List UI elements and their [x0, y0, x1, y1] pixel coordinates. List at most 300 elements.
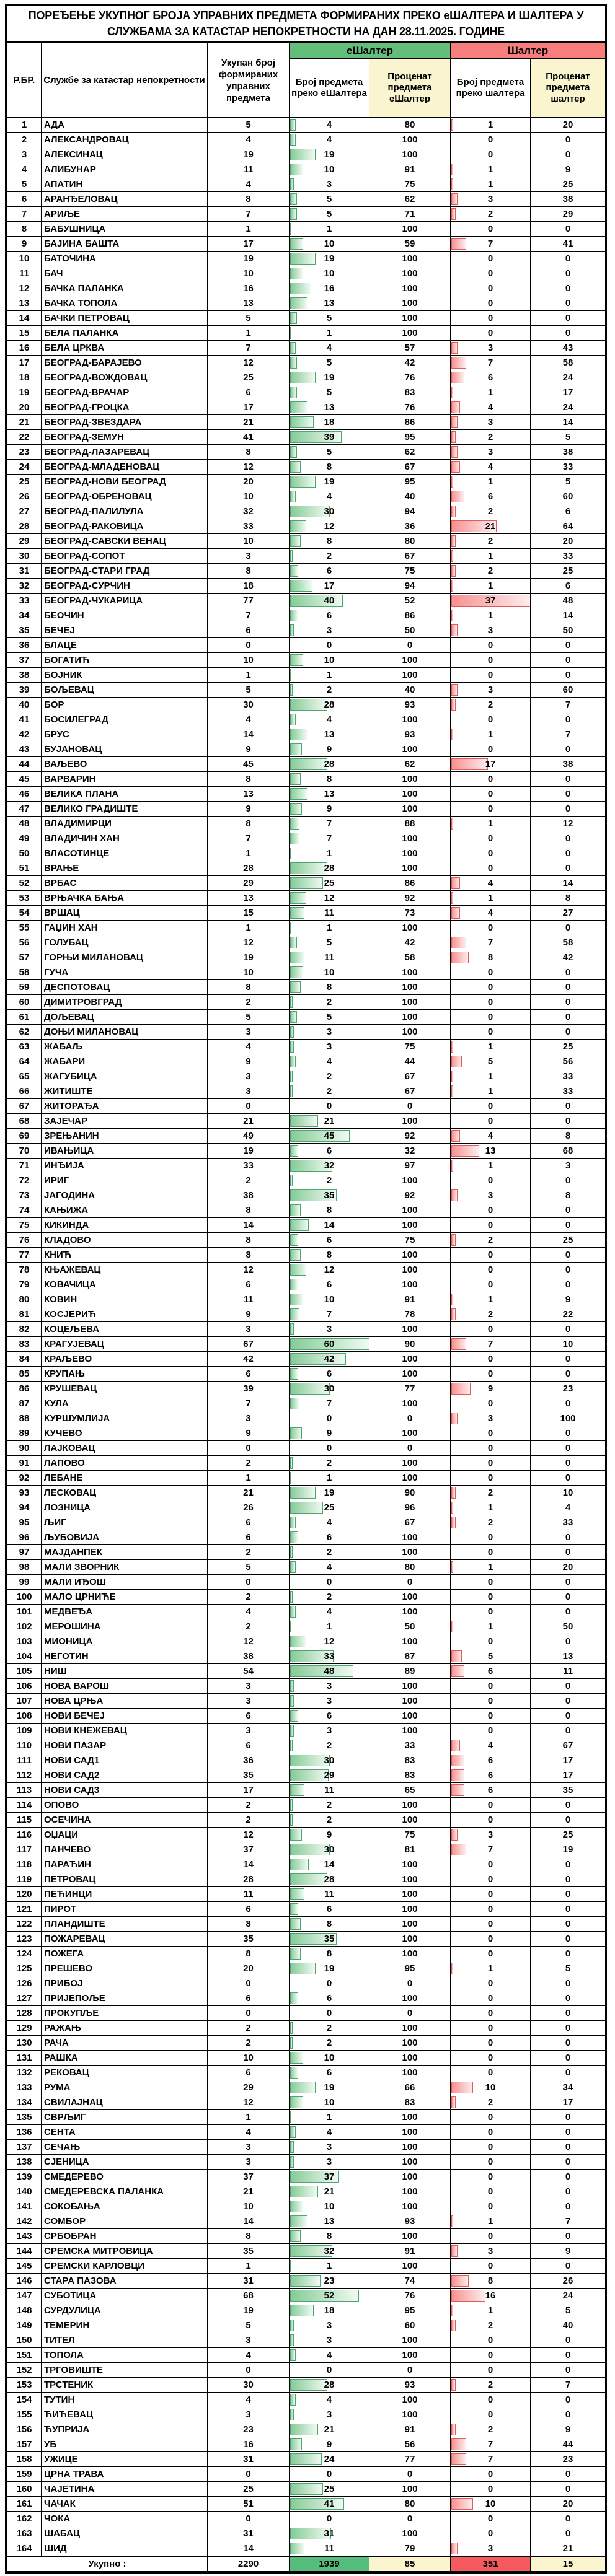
row-number: 21: [7, 415, 42, 430]
service-name: ЦРНА ТРАВА: [42, 2467, 208, 2482]
row-number: 143: [7, 2229, 42, 2244]
table-row: [7, 727, 606, 742]
service-name: НОВИ САД3: [42, 1783, 208, 1798]
shalter-percent: 17: [531, 1768, 606, 1783]
shalter-count-cell: 1: [451, 817, 531, 831]
eshalter-percent: 100: [369, 296, 451, 311]
eshalter-count-cell: 1: [290, 222, 369, 237]
total-cases: 13: [208, 787, 290, 802]
shalter-percent: 14: [531, 415, 606, 430]
total-cases: 8: [208, 772, 290, 787]
table-row: [7, 787, 606, 802]
row-number: 127: [7, 1991, 42, 2006]
table-row: [7, 564, 606, 579]
table-row: [7, 1367, 606, 1382]
eshalter-count-cell: 16: [290, 281, 369, 296]
eshalter-percent: 100: [369, 802, 451, 817]
shalter-databar: [451, 164, 453, 175]
table-row: [7, 2437, 606, 2452]
shalter-count-cell: 1: [451, 579, 531, 594]
service-name: БЕОГРАД-ВОЖДОВАЦ: [42, 370, 208, 385]
shalter-count-cell: 0: [451, 2199, 531, 2214]
total-cases: 19: [208, 147, 290, 162]
table-row: [7, 2184, 606, 2199]
total-cases: 41: [208, 430, 290, 445]
service-name: КОВАЧИЦА: [42, 1277, 208, 1292]
shalter-percent: 20: [531, 118, 606, 133]
service-name: МЕРОШИНА: [42, 1619, 208, 1634]
shalter-count-cell: 4: [451, 1129, 531, 1144]
eshalter-percent: 0: [369, 638, 451, 653]
total-cases: 19: [208, 950, 290, 965]
total-cases: 0: [208, 2467, 290, 2482]
eshalter-percent: 73: [369, 906, 451, 921]
eshalter-count-cell: 5: [290, 935, 369, 950]
shalter-databar: [451, 729, 453, 740]
service-name: ЧОКА: [42, 2512, 208, 2526]
shalter-percent: 0: [531, 965, 606, 980]
shalter-percent: 27: [531, 906, 606, 921]
eshalter-percent: 100: [369, 1991, 451, 2006]
eshalter-percent: 100: [369, 1426, 451, 1441]
total-cases: 8: [208, 1203, 290, 1218]
service-name: НЕГОТИН: [42, 1649, 208, 1664]
shalter-count-cell: 0: [451, 1991, 531, 2006]
eshalter-count-cell: 31: [290, 2526, 369, 2541]
shalter-percent: 0: [531, 668, 606, 683]
shalter-count-cell: 5: [451, 1649, 531, 1664]
eshalter-databar: [290, 2052, 303, 2064]
total-cases: 51: [208, 2497, 290, 2512]
row-number: 3: [7, 147, 42, 162]
shalter-percent: 58: [531, 356, 606, 370]
eshalter-percent: 100: [369, 252, 451, 266]
totals-eshalter-count: 1939: [290, 2556, 369, 2572]
shalter-count-cell: 1: [451, 549, 531, 564]
table-row: [7, 579, 606, 594]
eshalter-databar: [290, 2037, 293, 2049]
eshalter-percent: 100: [369, 787, 451, 802]
service-name: КРАЉЕВО: [42, 1352, 208, 1367]
table-header: [7, 43, 606, 118]
row-number: 76: [7, 1233, 42, 1248]
shalter-count-cell: 0: [451, 712, 531, 727]
eshalter-databar: [290, 1799, 293, 1811]
table-row: [7, 162, 606, 177]
shalter-databar: [451, 1413, 458, 1424]
shalter-count-cell: 2: [451, 564, 531, 579]
shalter-count-cell: 0: [451, 2125, 531, 2140]
service-name: ПАНЧЕВО: [42, 1842, 208, 1857]
eshalter-percent: 95: [369, 475, 451, 489]
table-row: [7, 1649, 606, 1664]
row-number: 46: [7, 787, 42, 802]
service-name: БЕОГРАД-ОБРЕНОВАЦ: [42, 489, 208, 504]
eshalter-percent: 90: [369, 1486, 451, 1500]
shalter-databar: [451, 1650, 462, 1662]
shalter-count-cell: 0: [451, 2407, 531, 2422]
eshalter-count-cell: 9: [290, 742, 369, 757]
shalter-count-cell: 0: [451, 1010, 531, 1025]
eshalter-percent: 100: [369, 2184, 451, 2199]
shalter-count-cell: 0: [451, 2229, 531, 2244]
shalter-count-cell: 1: [451, 162, 531, 177]
shalter-count-cell: 0: [451, 1590, 531, 1605]
shalter-count-cell: 17: [451, 757, 531, 772]
row-number: 101: [7, 1605, 42, 1619]
shalter-count-cell: 2: [451, 2095, 531, 2110]
eshalter-databar: [290, 1323, 294, 1335]
eshalter-count-cell: 10: [290, 1292, 369, 1307]
shalter-count-cell: 0: [451, 1605, 531, 1619]
eshalter-percent: 0: [369, 1976, 451, 1991]
eshalter-databar: [290, 2096, 303, 2108]
shalter-count-cell: 6: [451, 1664, 531, 1679]
eshalter-count-cell: 2: [290, 1069, 369, 1084]
eshalter-databar: [290, 342, 296, 354]
row-number: 100: [7, 1590, 42, 1605]
shalter-databar: [451, 892, 453, 904]
eshalter-databar: [290, 268, 303, 279]
eshalter-percent: 100: [369, 1471, 451, 1486]
row-number: 116: [7, 1828, 42, 1842]
shalter-percent: 0: [531, 1575, 606, 1590]
eshalter-count-cell: 6: [290, 1367, 369, 1382]
eshalter-count-cell: 3: [290, 1679, 369, 1694]
header-total-cases: Укупан број формираних управних предмета: [208, 43, 290, 118]
shalter-percent: 0: [531, 2125, 606, 2140]
table-row: [7, 2318, 606, 2333]
shalter-percent: 0: [531, 742, 606, 757]
shalter-percent: 0: [531, 1263, 606, 1277]
shalter-databar: [451, 372, 464, 383]
shalter-count-cell: 0: [451, 638, 531, 653]
shalter-count-cell: 0: [451, 252, 531, 266]
eshalter-percent: 100: [369, 1173, 451, 1188]
eshalter-count-cell: 29: [290, 1768, 369, 1783]
row-number: 96: [7, 1530, 42, 1545]
shalter-percent: 0: [531, 2259, 606, 2274]
total-cases: 3: [208, 1694, 290, 1709]
shalter-count-cell: 0: [451, 787, 531, 802]
shalter-count-cell: 0: [451, 2066, 531, 2080]
row-number: 108: [7, 1709, 42, 1724]
eshalter-percent: 100: [369, 861, 451, 876]
shalter-percent: 24: [531, 2289, 606, 2303]
eshalter-percent: 66: [369, 2080, 451, 2095]
table-row: [7, 1932, 606, 1947]
eshalter-databar: [290, 223, 291, 235]
shalter-percent: 0: [531, 861, 606, 876]
total-cases: 30: [208, 2378, 290, 2393]
shalter-databar: [451, 506, 456, 517]
eshalter-percent: 52: [369, 594, 451, 608]
total-cases: 20: [208, 1961, 290, 1976]
eshalter-count-cell: 21: [290, 2422, 369, 2437]
shalter-percent: 58: [531, 935, 606, 950]
shalter-percent: 0: [531, 1471, 606, 1486]
table-row: [7, 2021, 606, 2036]
eshalter-count-cell: 3: [290, 2155, 369, 2170]
shalter-count-cell: 3: [451, 1188, 531, 1203]
eshalter-percent: 100: [369, 1605, 451, 1619]
eshalter-count-cell: 25: [290, 876, 369, 891]
shalter-databar: [451, 1740, 460, 1751]
row-number: 123: [7, 1932, 42, 1947]
eshalter-count-cell: 28: [290, 1872, 369, 1887]
eshalter-count-cell: 42: [290, 1352, 369, 1367]
total-cases: 6: [208, 2066, 290, 2080]
service-name: АЛИБУНАР: [42, 162, 208, 177]
eshalter-databar: [290, 2201, 303, 2212]
eshalter-percent: 100: [369, 742, 451, 757]
shalter-databar: [451, 1502, 453, 1514]
eshalter-percent: 100: [369, 1813, 451, 1828]
shalter-databar: [451, 624, 458, 636]
shalter-percent: 8: [531, 891, 606, 906]
eshalter-percent: 0: [369, 2467, 451, 2482]
shalter-count-cell: 0: [451, 1917, 531, 1932]
row-number: 40: [7, 698, 42, 712]
shalter-count-cell: 2: [451, 1486, 531, 1500]
total-cases: 4: [208, 712, 290, 727]
service-name: БЕОГРАД-МЛАДЕНОВАЦ: [42, 460, 208, 475]
row-number: 23: [7, 445, 42, 460]
eshalter-count-cell: 4: [290, 1605, 369, 1619]
header-eshalter-percent: Проценат предмета еШалтер: [369, 59, 451, 118]
total-cases: 0: [208, 1099, 290, 1114]
service-name: СВИЛАЈНАЦ: [42, 2095, 208, 2110]
shalter-percent: 14: [531, 608, 606, 623]
table-row: [7, 698, 606, 712]
row-number: 147: [7, 2289, 42, 2303]
shalter-count-cell: 3: [451, 2541, 531, 2556]
eshalter-count-cell: 45: [290, 1129, 369, 1144]
shalter-percent: 0: [531, 1025, 606, 1040]
eshalter-percent: 40: [369, 683, 451, 698]
total-cases: 39: [208, 1382, 290, 1396]
service-name: БЕОГРАД-ЛАЗАРЕВАЦ: [42, 445, 208, 460]
row-number: 154: [7, 2393, 42, 2407]
shalter-count-cell: 0: [451, 1887, 531, 1902]
eshalter-databar: [290, 1606, 296, 1618]
shalter-count-cell: 6: [451, 370, 531, 385]
table-body: [7, 118, 606, 2556]
shalter-databar: [451, 1383, 471, 1395]
shalter-databar: [451, 1160, 453, 1172]
eshalter-count-cell: 21: [290, 1114, 369, 1129]
shalter-databar: [451, 610, 453, 621]
table-row: [7, 1144, 606, 1159]
total-cases: 30: [208, 698, 290, 712]
eshalter-percent: 100: [369, 1367, 451, 1382]
shalter-count-cell: 1: [451, 727, 531, 742]
eshalter-databar: [290, 1665, 353, 1677]
service-name: ПЕЋИНЦИ: [42, 1887, 208, 1902]
eshalter-databar: [290, 1294, 303, 1305]
shalter-count-cell: 0: [451, 742, 531, 757]
service-name: СРЕМСКИ КАРЛОВЦИ: [42, 2259, 208, 2274]
eshalter-percent: 62: [369, 192, 451, 207]
shalter-count-cell: 0: [451, 1277, 531, 1292]
eshalter-percent: 58: [369, 950, 451, 965]
table-row: [7, 935, 606, 950]
row-number: 81: [7, 1307, 42, 1322]
table-row: [7, 415, 606, 430]
eshalter-percent: 88: [369, 817, 451, 831]
total-cases: 18: [208, 579, 290, 594]
eshalter-count-cell: 9: [290, 1426, 369, 1441]
eshalter-databar: [290, 461, 301, 473]
table-row: [7, 1842, 606, 1857]
row-number: 158: [7, 2452, 42, 2467]
shalter-databar: [451, 1145, 479, 1157]
shalter-count-cell: 0: [451, 281, 531, 296]
eshalter-databar: [290, 1546, 293, 1558]
table-row: [7, 1887, 606, 1902]
row-number: 12: [7, 281, 42, 296]
total-cases: 8: [208, 1917, 290, 1932]
table-row: [7, 1545, 606, 1560]
row-number: 7: [7, 207, 42, 222]
eshalter-databar: [290, 1992, 298, 2004]
shalter-percent: 0: [531, 1277, 606, 1292]
table-row: [7, 2274, 606, 2289]
shalter-databar: [451, 119, 453, 131]
total-cases: 8: [208, 817, 290, 831]
eshalter-count-cell: 3: [290, 2318, 369, 2333]
row-number: 113: [7, 1783, 42, 1798]
eshalter-percent: 83: [369, 1768, 451, 1783]
table-row: [7, 1114, 606, 1129]
shalter-percent: 21: [531, 2541, 606, 2556]
shalter-count-cell: 0: [451, 2184, 531, 2199]
eshalter-databar: [290, 2498, 344, 2510]
table-row: [7, 222, 606, 237]
eshalter-percent: 100: [369, 1545, 451, 1560]
shalter-percent: 35: [531, 1783, 606, 1798]
eshalter-count-cell: 1: [290, 921, 369, 935]
total-cases: 6: [208, 1709, 290, 1724]
shalter-percent: 0: [531, 266, 606, 281]
service-name: БЕОЧИН: [42, 608, 208, 623]
total-cases: 23: [208, 2422, 290, 2437]
eshalter-percent: 100: [369, 1634, 451, 1649]
total-cases: 3: [208, 1084, 290, 1099]
eshalter-count-cell: 2: [290, 1813, 369, 1828]
eshalter-databar: [290, 149, 316, 160]
eshalter-databar: [290, 2409, 294, 2420]
eshalter-count-cell: 3: [290, 1322, 369, 1337]
total-cases: 38: [208, 1188, 290, 1203]
eshalter-percent: 92: [369, 1188, 451, 1203]
eshalter-count-cell: 4: [290, 133, 369, 147]
eshalter-count-cell: 13: [290, 2214, 369, 2229]
shalter-databar: [451, 401, 460, 413]
shalter-percent: 0: [531, 147, 606, 162]
eshalter-databar: [290, 1829, 302, 1841]
eshalter-percent: 100: [369, 281, 451, 296]
service-name: АРИЉЕ: [42, 207, 208, 222]
eshalter-databar: [290, 595, 343, 607]
shalter-percent: 9: [531, 2422, 606, 2437]
service-name: КИКИНДА: [42, 1218, 208, 1233]
shalter-count-cell: 0: [451, 1263, 531, 1277]
row-number: 79: [7, 1277, 42, 1292]
table-row: [7, 921, 606, 935]
shalter-percent: 0: [531, 1932, 606, 1947]
table-row: [7, 266, 606, 281]
table-row: [7, 2199, 606, 2214]
total-cases: 8: [208, 192, 290, 207]
shalter-percent: 0: [531, 2393, 606, 2407]
row-number: 148: [7, 2303, 42, 2318]
total-cases: 10: [208, 266, 290, 281]
shalter-percent: 25: [531, 564, 606, 579]
shalter-percent: 22: [531, 1307, 606, 1322]
eshalter-databar: [290, 966, 303, 978]
service-name: ЋУПРИЈА: [42, 2422, 208, 2437]
shalter-percent: 0: [531, 1872, 606, 1887]
eshalter-percent: 100: [369, 2482, 451, 2497]
table-row: [7, 1961, 606, 1976]
service-name: МАЛО ЦРНИЋЕ: [42, 1590, 208, 1605]
eshalter-databar: [290, 1115, 318, 1127]
eshalter-count-cell: 4: [290, 341, 369, 356]
shalter-count-cell: 0: [451, 2051, 531, 2066]
shalter-count-cell: 7: [451, 356, 531, 370]
shalter-percent: 10: [531, 1486, 606, 1500]
eshalter-percent: 100: [369, 311, 451, 326]
eshalter-percent: 33: [369, 1738, 451, 1753]
eshalter-percent: 0: [369, 1441, 451, 1456]
shalter-count-cell: 0: [451, 1679, 531, 1694]
total-cases: 16: [208, 281, 290, 296]
eshalter-percent: 100: [369, 1887, 451, 1902]
group-header-shalter: Шалтер: [451, 43, 606, 59]
service-name: ЖАБАРИ: [42, 1054, 208, 1069]
shalter-percent: 0: [531, 1887, 606, 1902]
shalter-databar: [451, 1517, 456, 1528]
eshalter-count-cell: 8: [290, 2229, 369, 2244]
service-name: БРУС: [42, 727, 208, 742]
table-row: [7, 281, 606, 296]
eshalter-databar: [290, 2082, 316, 2093]
shalter-count-cell: 1: [451, 891, 531, 906]
total-cases: 3: [208, 1411, 290, 1426]
totals-row: [7, 2556, 606, 2572]
eshalter-percent: 100: [369, 2051, 451, 2066]
shalter-count-cell: 1: [451, 118, 531, 133]
service-name: МЕДВЕЂА: [42, 1605, 208, 1619]
eshalter-percent: 100: [369, 1932, 451, 1947]
table-row: [7, 1634, 606, 1649]
shalter-percent: 5: [531, 475, 606, 489]
shalter-percent: 0: [531, 1634, 606, 1649]
shalter-percent: 0: [531, 1947, 606, 1961]
eshalter-percent: 100: [369, 222, 451, 237]
table-row: [7, 534, 606, 549]
eshalter-count-cell: 30: [290, 1842, 369, 1857]
row-number: 39: [7, 683, 42, 698]
service-name: РАЖАЊ: [42, 2021, 208, 2036]
row-number: 55: [7, 921, 42, 935]
eshalter-percent: 86: [369, 876, 451, 891]
row-number: 31: [7, 564, 42, 579]
shalter-count-cell: 1: [451, 2303, 531, 2318]
eshalter-percent: 100: [369, 133, 451, 147]
eshalter-percent: 86: [369, 608, 451, 623]
